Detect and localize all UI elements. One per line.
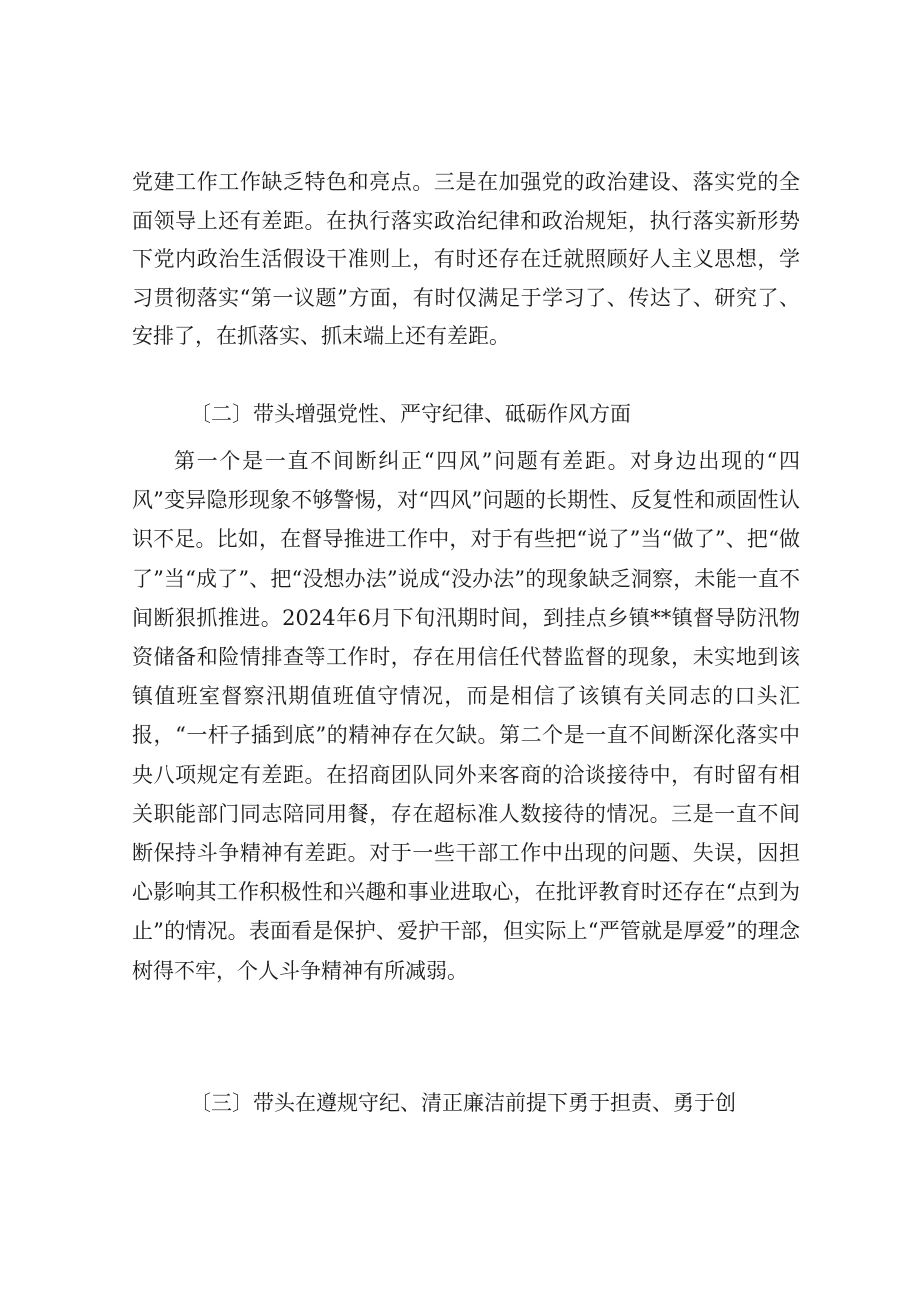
continuation-paragraph: 党建工作工作缺乏特色和亮点。三是在加强党的政治建设、落实党的全面领导上还有差距。在执行落实政治纪律和政治规矩，执行落实新形势下党内政治生活假设干准则上，有时还存在迁就照顾好人主义思想，学习贯彻落实“第一议题”方面，有时仅满足于学习了、传达了、研究了、安排了，在抓落实、抓末端上还有差距。 <box>132 170 800 349</box>
section-2-paragraph: 第一个是一直不间断纠正“四风”问题有差距。对身边出现的“四风”变异隐形现象不够警惕，对“四风”问题的长期性、反复性和顽固性认识不足。比如，在督导推进工作中，对于有些把“说了”当“做了”、把“做了”当“成了”、把“没想办法”说成“没办法”的现象缺乏洞察，未能一直不间断狠抓推进。2024年6月下旬汛期时间，到挂点乡镇**镇督导防汛物资储备和险情排查等工作时，存在用信任代替监督的现象，未实地到该镇值班室督察汛期值班值守情况，而是相信了该镇有关同志的口头汇报，“一杆子插到底”的精神存在欠缺。第二个是一直不间断深化落实中央八项规定有差距。在招商团队同外来客商的洽谈接待中，有时留有相关职能部门同志陪同用餐，存在超标准人数接待的情况。三是一直不间断保持斗争精神有差距。对于一些干部工作中出现的问题、失误，因担心影响其工作积极性和兴趣和事业进取心，在批评教育时还存在“点到为止”的情况。表面看是保护、爱护干部，但实际上“严管就是厚爱”的理念树得不牢，个人斗争精神有所减弱。 <box>132 449 800 983</box>
section-2-heading: 〔二〕带头增强党性、严守纪律、砥砺作风方面 <box>190 402 631 426</box>
section-2-paragraph-block <box>132 442 800 991</box>
section-3-heading: 〔三〕带头在遵规守纪、清正廉洁前提下勇于担责、勇于创 <box>190 1091 736 1115</box>
continuation-paragraph-block <box>132 163 800 356</box>
section-2-heading-block <box>190 399 810 429</box>
section-3-heading-block <box>190 1086 810 1120</box>
